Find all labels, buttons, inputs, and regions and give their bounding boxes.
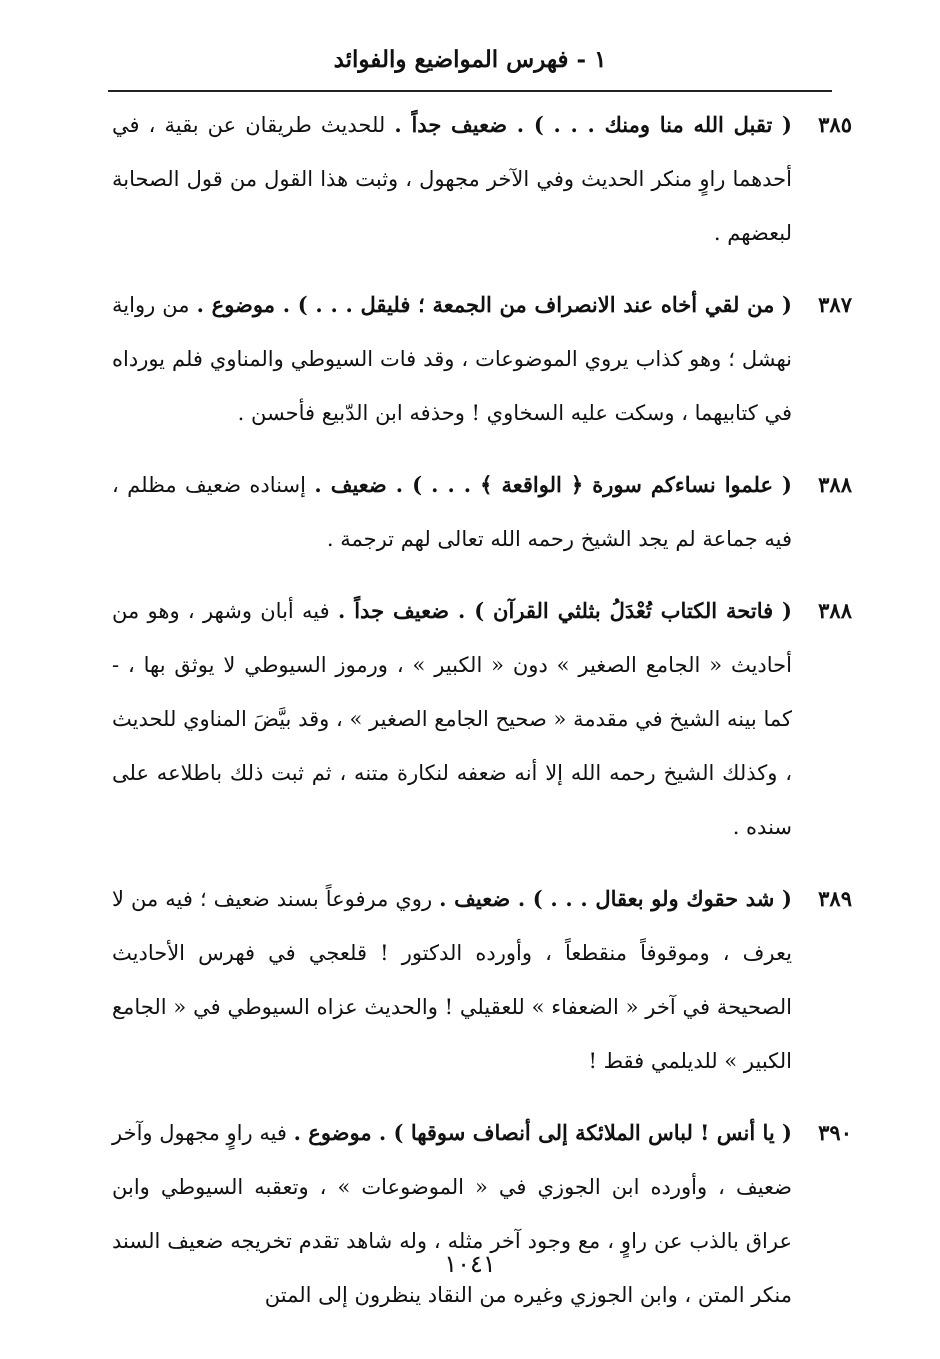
entry-body: فيه أبان وشهر ، وهو من أحاديث « الجامع الصغير » دون « الكبير » ، ورموز السيوطي لا يوثق بها ، - كما بينه الشيخ في مقدمة « صحيح الجامع الصغير » ، وقد بيَّضَ المناوي للحديث ، وكذلك الشيخ رحمه الله إلا أنه ضعفه لنكارة متنه ، ثم ثبت ذلك باطلاعه على سنده .: [112, 599, 792, 839]
entry-number: ٣٩٠: [818, 1120, 852, 1145]
hadith-entry-389: [112, 872, 852, 1088]
entry-number: ٣٨٨: [818, 472, 852, 497]
page-header: ١ - فهرس المواضيع والفوائد: [333, 46, 607, 73]
entry-title: ( تقبل الله منا ومنك . . . ) . ضعيف جداً .: [394, 112, 792, 137]
entry-title: ( فاتحة الكتاب تُعْدَلُ بثلثي القرآن ) . ضعيف جداً .: [337, 598, 792, 623]
entry-number: ٣٨٨: [818, 598, 852, 623]
entries-list: [112, 98, 852, 1340]
entry-number: ٣٨٩: [818, 886, 852, 911]
hadith-entry-390: [112, 1106, 852, 1322]
entry-title: ( شد حقوك ولو بعقال . . . ) . ضعيف .: [439, 886, 792, 911]
hadith-entry-385: [112, 98, 852, 260]
entry-title: ( علموا نساءكم سورة ﴿ الواقعة ﴾ . . . ) . ضعيف .: [314, 472, 792, 497]
entry-body: فيه راوٍ مجهول وآخر ضعيف ، وأورده ابن الجوزي في « الموضوعات » ، وتعقبه السيوطي وابن عراق بالذب عن راوٍ ، مع وجود آخر مثله ، وله شاهد تقدم تخريجه ضعيف السند منكر المتن ، وابن الجوزي وغيره من النقاد ينظرون إلى المتن: [112, 1121, 792, 1307]
entry-body: للحديث طريقان عن بقية ، في أحدهما راوٍ منكر الحديث وفي الآخر مجهول ، وثبت هذا القول من قول الصحابة لبعضهم .: [112, 113, 792, 245]
entry-body: من رواية نهشل ؛ وهو كذاب يروي الموضوعات ، وقد فات السيوطي والمناوي فلم يورداه في كتابيهما ، وسكت عليه السخاوي ! وحذفه ابن الدّبيع فأحسن .: [112, 293, 792, 425]
entry-body: إسناده ضعيف مظلم ، فيه جماعة لم يجد الشيخ رحمه الله تعالى لهم ترجمة .: [112, 473, 792, 551]
hadith-entry-387: [112, 278, 852, 440]
hadith-entry-388a: [112, 458, 852, 566]
entry-body: روي مرفوعاً بسند ضعيف ؛ فيه من لا يعرف ، وموقوفاً منقطعاً ، وأورده الدكتور ! قلعجي في فهرس الأحاديث الصحيحة في آخر « الضعفاء » للعقيلي ! والحديث عزاه السيوطي في « الجامع الكبير » للديلمي فقط !: [112, 887, 792, 1073]
header-divider: [108, 90, 832, 92]
entry-title: ( من لقي أخاه عند الانصراف من الجمعة ؛ فليقل . . . ) . موضوع .: [196, 292, 792, 317]
entry-number: ٣٨٧: [818, 292, 852, 317]
entry-title: ( يا أنس ! لباس الملائكة إلى أنصاف سوقها ) . موضوع .: [293, 1120, 792, 1145]
hadith-entry-388b: [112, 584, 852, 854]
page-number: ١٠٤١: [444, 1250, 496, 1278]
entry-number: ٣٨٥: [818, 112, 852, 137]
